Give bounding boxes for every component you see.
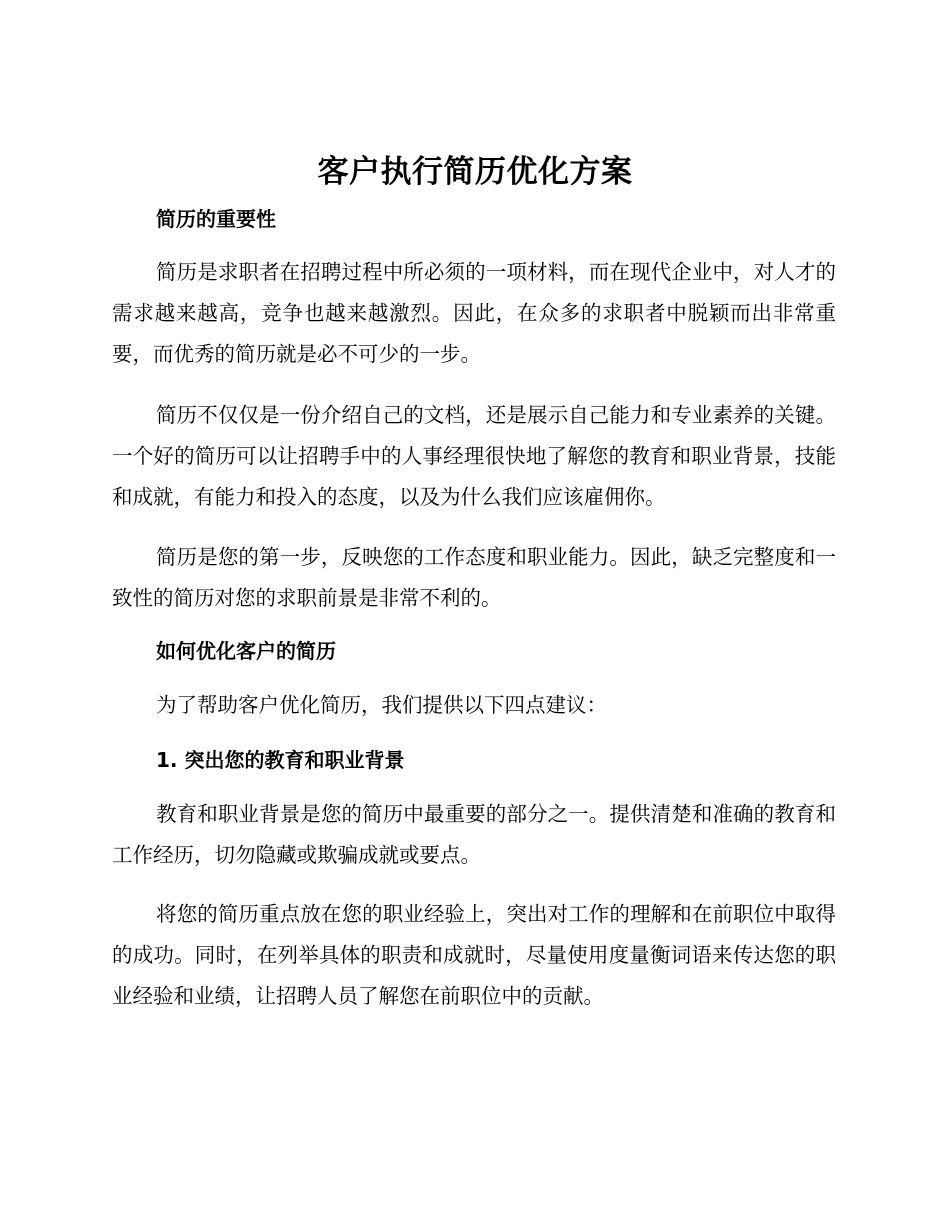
section-heading-optimize: 如何优化客户的简历 — [156, 639, 336, 663]
document-title: 客户执行简历优化方案 — [317, 154, 633, 190]
paragraph: 将您的简历重点放在您的职业经验上，突出对工作的理解和在前职位中取得的成功。同时，在列举具体的职责和成就时，尽量使用度量衡词语来传达您的职业经验和业绩，让招聘人员了解您在前职位中的贡献。 — [112, 902, 836, 1008]
paragraph: 为了帮助客户优化简历，我们提供以下四点建议： — [156, 693, 607, 717]
section-heading-importance: 简历的重要性 — [156, 207, 276, 231]
paragraph: 教育和职业背景是您的简历中最重要的部分之一。提供清楚和准确的教育和工作经历，切勿隐藏或欺骗成就或要点。 — [112, 802, 836, 867]
paragraph: 简历是求职者在招聘过程中所必须的一项材料，而在现代企业中，对人才的需求越来越高，竞争也越来越激烈。因此，在众多的求职者中脱颖而出非常重要，而优秀的简历就是必不可少的一步。 — [112, 260, 836, 366]
paragraph: 简历是您的第一步，反映您的工作态度和职业能力。因此，缺乏完整度和一致性的简历对您的求职前景是非常不利的。 — [112, 545, 836, 610]
paragraph: 简历不仅仅是一份介绍自己的文档，还是展示自己能力和专业素养的关键。一个好的简历可以让招聘手中的人事经理很快地了解您的教育和职业背景，技能和成就，有能力和投入的态度，以及为什么我们应该雇佣你。 — [112, 403, 836, 509]
section-heading-education: 1. 突出您的教育和职业背景 — [156, 748, 405, 772]
